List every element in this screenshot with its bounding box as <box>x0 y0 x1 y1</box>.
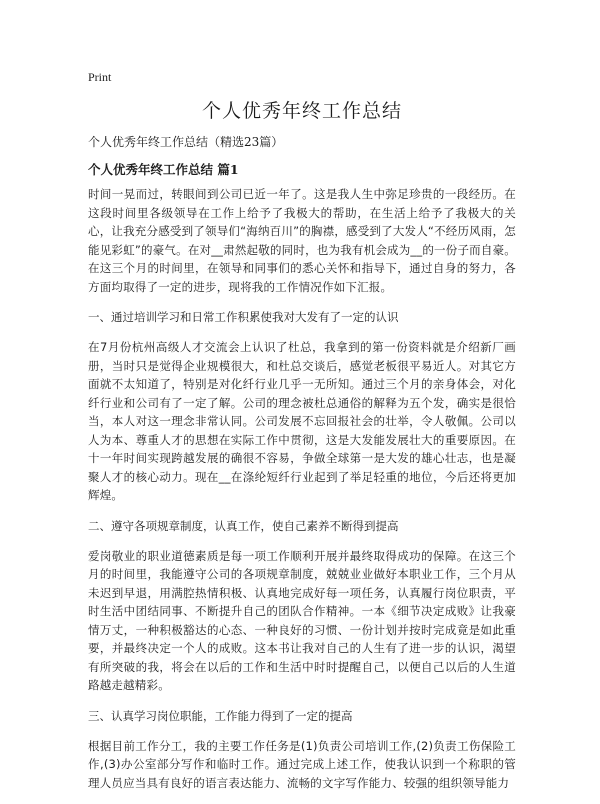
subheading-1: 一、通过培训学习和日常工作积累使我对大发有了一定的认识 <box>88 310 399 324</box>
paragraph-3: 根据目前工作分工，我的主要工作任务是(1)负责公司培训工作,(2)负责工伤保险工作,(3)办公室部分写作和临时工作。通过完成上述工作，使我认识到一个称职的管理人员应当具有良好的语言表达能力、流畅的文字写作能力、较强的组织领导能力 <box>88 738 516 790</box>
intro-paragraph: 时间一晃而过，转眼间到公司已近一年了。这是我人生中弥足珍贵的一段经历。在这段时间里各级领导在工作上给予了我极大的帮助，在生活上给予了我极大的关心，让我充分感受到了领导们“海纳百川”的胸襟，感受到了大发人“不经历风雨，怎能见彩虹”的豪气。在对__肃然起敬的同时，也为我有机会成为__的一份子而自豪。在这三个月的时间里，在领导和同事们的悉心关怀和指导下，通过自身的努力，各方面均取得了一定的进步，现将我的工作情况作如下汇报。 <box>88 187 516 294</box>
section-heading: 个人优秀年终工作总结 篇1 <box>88 162 239 177</box>
document-title: 个人优秀年终工作总结 <box>201 100 402 122</box>
print-link[interactable]: Print <box>88 70 112 84</box>
subheading-2: 二、遵守各项规章制度，认真工作，使自己素养不断得到提高 <box>88 518 399 533</box>
paragraph-1: 在7月份杭州高级人才交流会上认识了杜总，我拿到的第一份资料就是介绍新厂画册，当时只是觉得企业规模很大，和杜总交谈后，感觉老板很平易近人。对其它方面就不太知道了，特别是对化纤行业几乎一无所知。通过三个月的亲身体会，对化纤行业和公司有了一定了解。公司的理念被杜总通俗的解释为五个发，确实是很恰当，本人对这一理念非常认同。公司发展不忘回报社会的壮举，令人敬佩。公司以人为本、尊重人才的思想在实际工作中贯彻，这是大发能发展壮大的重要原因。在十一年时间实现跨越发展的确很不容易，争做全球第一是大发的雄心壮志，也是凝聚人才的核心动力。现在__在涤纶短纤行业起到了举足轻重的地位，今后还将更加辉煌。 <box>88 340 516 502</box>
subheading-3: 三、认真学习岗位职能，工作能力得到了一定的提高 <box>88 708 353 723</box>
paragraph-2: 爱岗敬业的职业道德素质是每一项工作顺利开展并最终取得成功的保障。在这三个月的时间里，我能遵守公司的各项规章制度，兢兢业业做好本职业工作，三个月从未迟到早退，用满腔热情积极、认真地完成好每一项任务，认真履行岗位职责，平时生活中团结同事、不断提升自己的团队合作精神。一本《细节决定成败》让我豪情万丈，一种积极豁达的心态、一种良好的习惯、一份计划并按时完成竟是如此重要，并最终决定一个人的成败。这本书让我对自己的人生有了进一步的认识，渴望有所突破的我，将会在以后的工作和生活中时时提醒自己，以便自己以后的人生道路越走越精彩。 <box>88 548 516 692</box>
document-body <box>88 185 516 804</box>
document-subtitle: 个人优秀年终工作总结（精选23篇） <box>88 135 284 149</box>
